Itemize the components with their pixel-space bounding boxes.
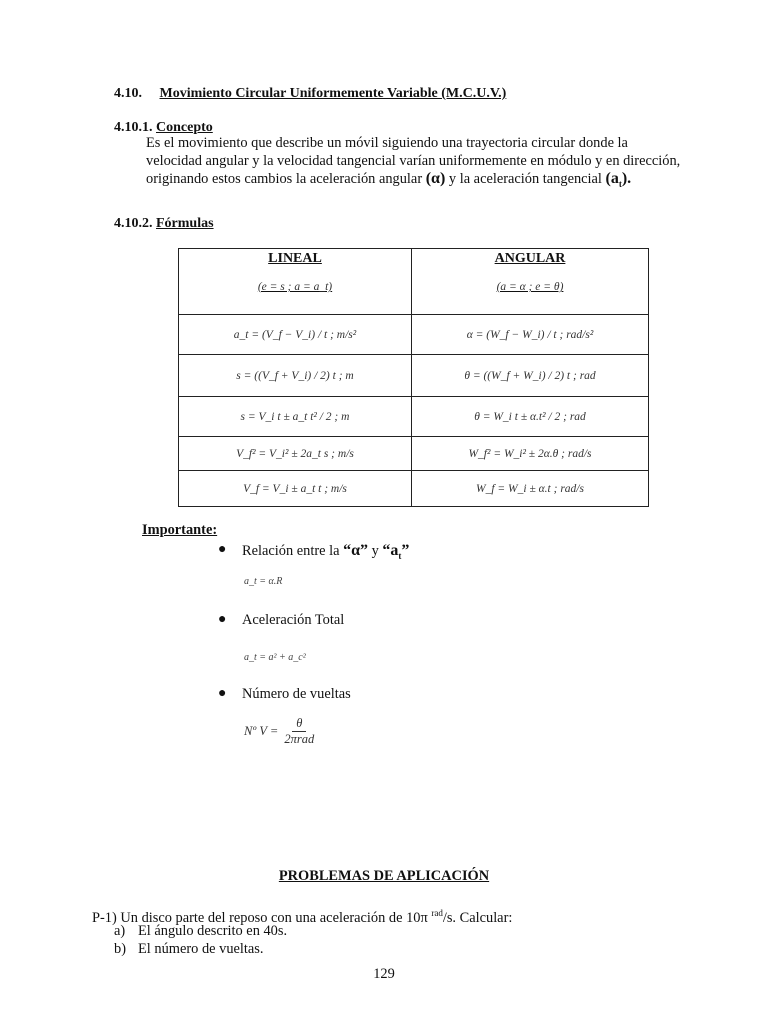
angular-definition: (a = α ; e = θ) xyxy=(496,281,564,293)
table-row xyxy=(179,471,649,507)
formula-total-acceleration: a_t = a² + a_c² xyxy=(244,652,306,663)
list-item: b) El número de vueltas. xyxy=(114,941,264,957)
concept-text-2: y la aceleración tangencial xyxy=(445,171,606,187)
formula-relation: a_t = α.R xyxy=(244,576,283,587)
formula-linear: s = ((V_f + V_i) / 2) t ; m xyxy=(179,355,412,397)
list-item: ● Relación entre la “α” y “$a_t$” xyxy=(218,542,410,562)
formulas-title: Fórmulas xyxy=(156,216,214,231)
item-label: Aceleración Total xyxy=(242,612,345,628)
item-label: Número de vueltas xyxy=(242,686,351,702)
item-quote-at: “$a_t$” xyxy=(382,542,410,562)
formula-linear: s = V_i t ± a_t t² / 2 ; m xyxy=(179,397,412,437)
formula-angular: W_f² = W_i² ± 2α.θ ; rad/s xyxy=(412,437,649,471)
formula-angular: θ = W_i t ± α.t² / 2 ; rad xyxy=(412,397,649,437)
problems-title: PROBLEMAS DE APLICACIÓN xyxy=(278,868,490,884)
item-quote-alpha: “α” xyxy=(343,542,369,559)
formula-angular: θ = ((W_f + W_i) / 2) t ; rad xyxy=(412,355,649,397)
section-number: 4.10. xyxy=(114,86,142,101)
header-angular xyxy=(412,249,649,315)
table-row xyxy=(179,397,649,437)
formula-linear: V_f = V_i ± a_t t ; m/s xyxy=(179,471,412,507)
concept-at: $(a_t)$. xyxy=(605,170,632,190)
problem-1-unit-sup: rad xyxy=(431,908,443,918)
item-label: Relación entre la xyxy=(242,543,344,559)
concept-title: Concepto xyxy=(156,120,213,135)
formula-lhs: Nº V = xyxy=(244,724,279,738)
section-heading xyxy=(114,86,506,102)
formula-linear: a_t = (V_f − V_i) / t ; m/s² xyxy=(179,315,412,355)
formula-angular: W_f = W_i ± α.t ; rad/s xyxy=(412,471,649,507)
header-lineal xyxy=(179,249,412,315)
formula-linear: V_f² = V_i² ± 2a_t s ; m/s xyxy=(179,437,412,471)
list-item: a) El ángulo descrito en 40s. xyxy=(114,923,288,939)
concept-alpha: (α) xyxy=(425,170,446,187)
problem-1-items xyxy=(114,922,287,958)
header-lineal-label: LINEAL xyxy=(268,251,322,266)
problem-1-unit-rest: /s. Calcular: xyxy=(442,909,513,926)
problem-1-text: P-1) Un disco parte del reposo con una aceleración de 10π xyxy=(92,909,432,926)
formula-fraction xyxy=(284,716,314,747)
table-row xyxy=(179,437,649,471)
formula-numerator: θ xyxy=(292,716,306,732)
table-row xyxy=(179,315,649,355)
formulas-heading xyxy=(114,216,214,232)
lineal-definition: (e = s ; a = a_t) xyxy=(257,281,333,293)
important-heading: Importante: xyxy=(142,522,218,538)
concept-text-1: Es el movimiento que describe un móvil siguiendo una trayectoria circular donde la velocidad angular y la velocidad tangencial varían uniformemente en módulo y en dirección, originando estos cambios la aceleración angular xyxy=(146,135,681,187)
page-number: 129 xyxy=(373,966,395,982)
concept-number: 4.10.1. xyxy=(114,120,153,135)
list-item xyxy=(218,612,345,629)
bullet-icon: ● xyxy=(218,542,227,557)
table-row xyxy=(179,355,649,397)
table-header-row xyxy=(179,249,649,315)
bullet-icon: ● xyxy=(218,686,227,701)
concept-paragraph xyxy=(146,134,686,193)
formula-angular: α = (W_f − W_i) / t ; rad/s² xyxy=(412,315,649,355)
formula-number-of-turns xyxy=(244,716,314,747)
header-angular-label: ANGULAR xyxy=(494,251,566,266)
list-item xyxy=(218,686,351,703)
formulas-table xyxy=(178,248,649,507)
formula-denominator: 2πrad xyxy=(284,732,315,746)
formulas-number: 4.10.2. xyxy=(114,216,153,231)
section-title: Movimiento Circular Uniformemente Variable (M.C.U.V.) xyxy=(159,86,507,101)
bullet-icon: ● xyxy=(218,612,227,627)
